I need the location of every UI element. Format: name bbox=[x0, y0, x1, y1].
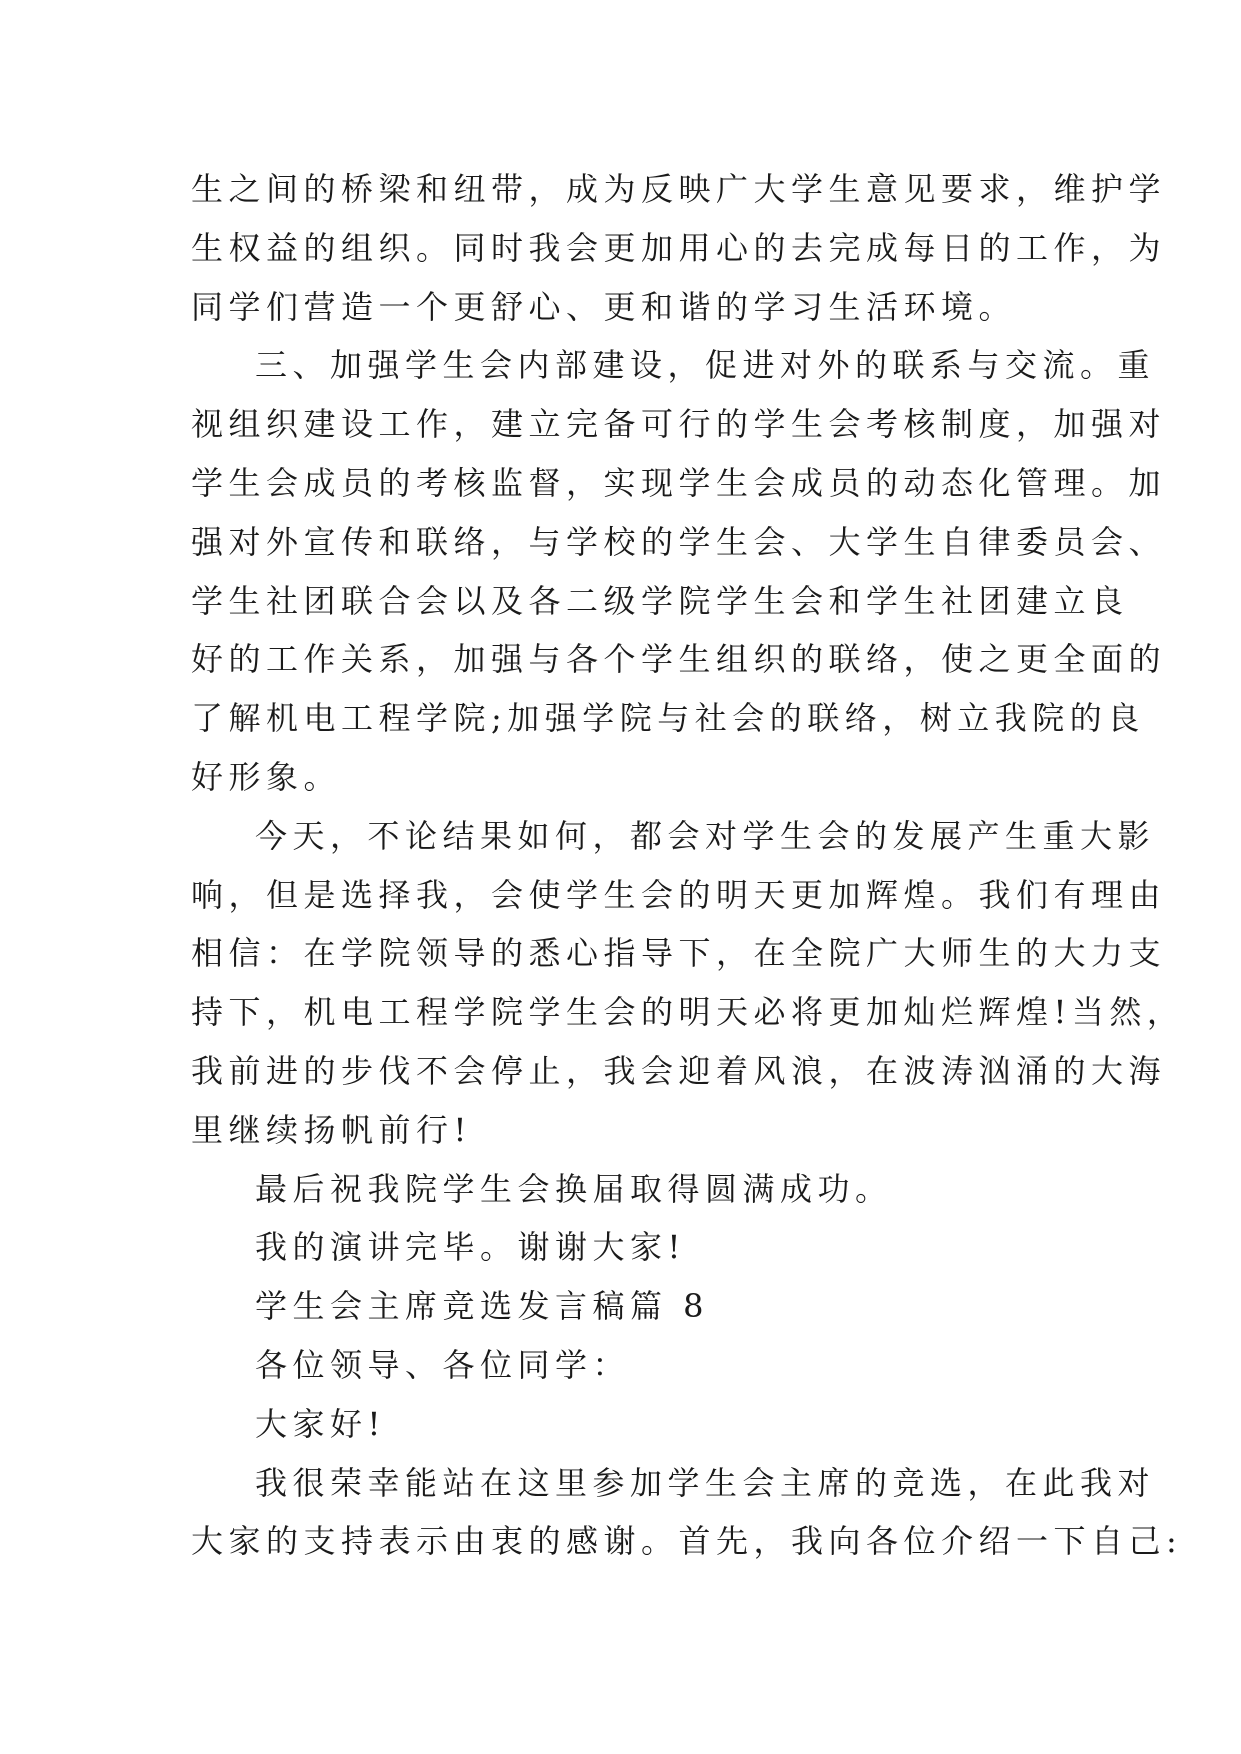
text-line: 学生会主席竞选发言稿篇 8 bbox=[255, 1287, 710, 1326]
text-line: 响，但是选择我，会使学生会的明天更加辉煌。我们有理由 bbox=[191, 875, 1167, 914]
text-line: 我的演讲完毕。谢谢大家! bbox=[255, 1228, 686, 1267]
text-line: 视组织建设工作，建立完备可行的学生会考核制度，加强对 bbox=[191, 405, 1167, 444]
text-line: 里继续扬帆前行! bbox=[191, 1110, 472, 1149]
text-line: 我前进的步伐不会停止，我会迎着风浪，在波涛汹涌的大海 bbox=[191, 1051, 1167, 1090]
text-line: 同学们营造一个更舒心、更和谐的学习生活环境。 bbox=[191, 287, 1017, 326]
text-line: 相信：在学院领导的悉心指导下，在全院广大师生的大力支 bbox=[191, 934, 1167, 973]
document-body bbox=[191, 160, 1185, 1571]
text-line: 学生社团联合会以及各二级学院学生会和学生社团建立良 bbox=[191, 581, 1129, 620]
text-line: 大家的支持表示由衷的感谢。首先，我向各位介绍一下自己: bbox=[191, 1522, 1183, 1561]
text-line: 好形象。 bbox=[191, 757, 342, 796]
text-line: 各位领导、各位同学： bbox=[255, 1345, 631, 1384]
text-line: 今天，不论结果如何，都会对学生会的发展产生重大影 bbox=[255, 816, 1156, 855]
text-line: 我很荣幸能站在这里参加学生会主席的竞选，在此我对 bbox=[255, 1463, 1156, 1502]
text-line: 强对外宣传和联络，与学校的学生会、大学生自律委员会、 bbox=[191, 522, 1167, 561]
text-line: 生权益的组织。同时我会更加用心的去完成每日的工作，为 bbox=[191, 228, 1167, 267]
text-line: 生之间的桥梁和纽带，成为反映广大学生意见要求，维护学 bbox=[191, 170, 1167, 208]
text-line: 持下，机电工程学院学生会的明天必将更加灿烂辉煌!当然， bbox=[191, 993, 1185, 1032]
text-line: 好的工作关系，加强与各个学生组织的联络，使之更全面的 bbox=[191, 640, 1167, 679]
text-line: 三、加强学生会内部建设，促进对外的联系与交流。重 bbox=[255, 346, 1156, 385]
text-line: 了解机电工程学院;加强学院与社会的联络，树立我院的良 bbox=[191, 699, 1145, 738]
text-line: 最后祝我院学生会换届取得圆满成功。 bbox=[255, 1169, 893, 1208]
text-line: 学生会成员的考核监督，实现学生会成员的动态化管理。加 bbox=[191, 463, 1167, 502]
text-line: 大家好! bbox=[255, 1404, 386, 1443]
